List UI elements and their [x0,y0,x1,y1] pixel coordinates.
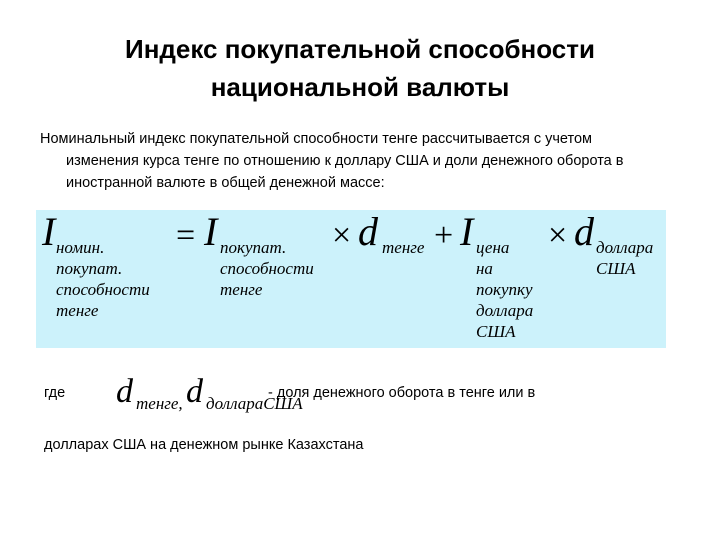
where-description-continued: долларах США на денежном рынке Казахстана [44,437,364,453]
formula-I2-sub-3: тенге [220,280,263,299]
formula-I1-sub-3: способности [56,280,150,299]
formula-d1-sub: тенге [382,238,425,257]
formula-plus: + [434,217,454,254]
formula-box [36,210,666,348]
formula-I3: I [460,209,474,254]
formula-I1-sub-1: номин. [56,238,105,257]
formula-d2: d [574,209,594,254]
formula-I1-sub-2: покупат. [56,259,123,278]
formula-d2-sub-2: США [596,259,636,278]
formula-I3-sub-1: цена [476,238,510,257]
formula-d1: d [358,209,378,254]
where-d1-sub: тенге, [136,394,183,413]
where-d2-sub: доллараСША [206,394,303,413]
formula-I2: I [204,209,218,254]
title-line-1: Индекс покупательной способности [125,34,595,64]
where-description: - доля денежного оборота в тенге или в [268,385,536,401]
formula-I1: I [42,209,56,254]
where-label: где [44,385,66,401]
title-line-2: национальной валюты [210,72,510,102]
formula-equals: = [176,217,196,254]
formula-I3-sub-5: США [476,322,516,341]
intro-line-3: иностранной валюте в общей денежной массе: [66,175,385,191]
intro-line-1: Номинальный индекс покупательной способности тенге рассчитывается с учетом [40,131,593,147]
formula-d2-sub-1: доллара [596,238,654,257]
intro-line-2: изменения курса тенге по отношению к доллару США и доли денежного оборота в [66,153,624,169]
formula-I2-sub-2: способности [220,259,314,278]
where-d1: d [116,373,133,410]
slide-title [0,30,720,106]
formula-I1-sub-4: тенге [56,301,99,320]
where-d2: d [186,373,203,410]
formula-I3-sub-2: на [476,259,493,278]
formula-times-2: × [548,217,568,254]
intro-paragraph [40,128,708,194]
formula-I3-sub-3: покупку [476,280,533,299]
formula-I3-sub-4: доллара [476,301,534,320]
formula-times-1: × [332,217,352,254]
formula-I2-sub-1: покупат. [220,238,287,257]
